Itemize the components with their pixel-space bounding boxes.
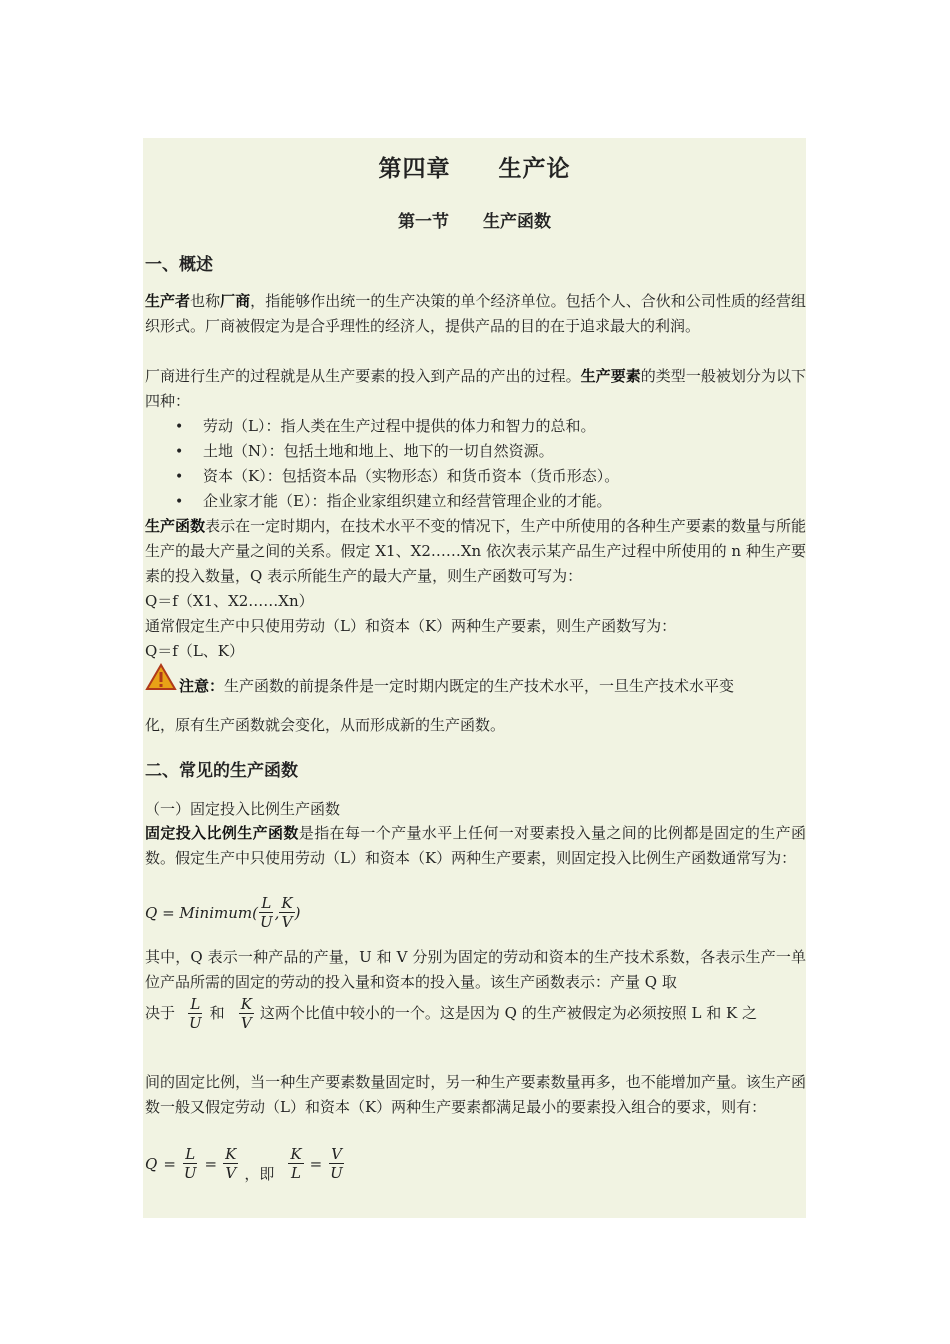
denominator: U	[259, 913, 273, 931]
paren: )	[294, 903, 301, 922]
fraction-l-over-u	[187, 995, 204, 1032]
paragraph-producer	[145, 289, 806, 339]
denominator: L	[290, 1164, 301, 1182]
denominator: V	[225, 1164, 237, 1182]
denominator: U	[189, 1014, 202, 1032]
paragraph-two-factors: 通常假定生产中只使用劳动（L）和资本（K）两种生产要素，则生产函数写为：	[145, 617, 677, 635]
formula-lhs: Q = Minimum	[145, 903, 253, 922]
fraction-l-over-u	[258, 894, 275, 931]
note-line-1	[179, 674, 806, 699]
equals: =	[163, 1154, 176, 1173]
note-label: 注意：	[179, 677, 225, 695]
text: ，指能够作出统一的生产决策的单个经济单位。包括个人、合伙和公司性质的经营组织形式。厂商被假定为是合乎理性的经济人，提供产品的目的在于追求最大的利润。	[145, 292, 806, 335]
text: 决于	[145, 1004, 176, 1022]
bullet-icon: •	[175, 494, 184, 510]
text: 和	[209, 1004, 225, 1022]
numerator: L	[185, 1145, 196, 1163]
text: 是指在每一个产量水平上任何一对要素投入量之间的比例都是固定的生产函数。假定生产中只使用劳动（L）和资本（K）两种生产要素，则固定投入比例生产函数通常写为：	[145, 824, 806, 867]
paragraph-fixed-proportion	[145, 821, 806, 871]
paragraph-production-function	[145, 514, 806, 589]
fraction-k-over-v	[223, 1145, 238, 1182]
term-producer: 生产者	[145, 292, 191, 310]
denominator: V	[281, 913, 293, 931]
heading-common-functions: 二、常见的生产函数	[145, 761, 298, 781]
term-production-function: 生产函数	[145, 517, 206, 535]
text: 生产函数的前提条件是一定时期内既定的生产技术水平，一旦生产技术水平变	[224, 677, 735, 695]
list-item	[175, 439, 554, 465]
bullet-icon: •	[175, 419, 184, 435]
equation-general: Q＝f（X1、X2……Xn）	[145, 592, 314, 610]
formula-equal-ratios	[145, 1145, 345, 1182]
note-line-2: 化，原有生产函数就会变化，从而形成新的生产函数。	[145, 716, 506, 734]
numerator: L	[261, 894, 272, 912]
term-fixed-proportion: 固定投入比例生产函数	[145, 824, 299, 842]
bullet-icon: •	[175, 469, 184, 485]
paragraph-factors	[145, 364, 806, 414]
numerator: L	[190, 995, 201, 1013]
numerator: V	[331, 1145, 342, 1163]
list-item-label: 土地（N）：包括土地和地上、地下的一切自然资源。	[203, 442, 554, 460]
list-item-label: 劳动（L）：指人类在生产过程中提供的体力和智力的总和。	[203, 417, 596, 435]
chapter-title: 第四章 生产论	[378, 155, 571, 182]
equation-two-factors: Q＝f（L、K）	[145, 642, 245, 660]
fraction-k-over-v	[239, 995, 254, 1032]
text: 厂商进行生产的过程就是从生产要素的投入到产品的产出的过程。	[145, 367, 581, 385]
text: ，即	[244, 1165, 275, 1183]
formula-minimum	[145, 894, 301, 931]
subheading-fixed-proportion: （一）固定投入比例生产函数	[145, 800, 341, 818]
paragraph-fixed-ratio: 间的固定比例，当一种生产要素数量固定时，另一种生产要素数量再多，也不能增加产量。该生产函数一般又假定劳动（L）和资本（K）两种生产要素都满足最小的要素投入组合的要求，则有：	[145, 1073, 806, 1116]
list-item	[175, 489, 611, 515]
fraction-k-over-v	[279, 894, 294, 931]
list-item	[175, 464, 619, 490]
paragraph-coefficients: 其中，Q 表示一种产品的产量，U 和 V 分别为固定的劳动和资本的生产技术系数，各表示生产一单位产品所需的固定的劳动的投入量和资本的投入量。该生产函数表示：产量 Q 取	[145, 948, 806, 991]
paren: (	[252, 903, 258, 922]
warning-icon	[145, 663, 177, 695]
list-item-label: 资本（K）：包括资本品（实物形态）和货币资本（货币形态）。	[203, 467, 620, 485]
paragraph-depends	[145, 995, 806, 1032]
denominator: U	[183, 1164, 197, 1182]
bullet-icon: •	[175, 444, 184, 460]
term-factors: 生产要素	[580, 367, 641, 385]
text: 这两个比值中较小的一个。这是因为 Q 的生产被假定为必须按照 L 和 K 之	[259, 1004, 757, 1022]
heading-overview: 一、概述	[145, 255, 213, 275]
fraction-l-over-u	[182, 1145, 199, 1182]
text: 也称	[190, 292, 221, 310]
list-item-label: 企业家才能（E）：指企业家组织建立和经营管理企业的才能。	[203, 492, 612, 510]
equals: =	[309, 1154, 323, 1173]
numerator: K	[225, 1145, 237, 1163]
equals: =	[204, 1154, 218, 1173]
term-firm: 厂商	[220, 292, 251, 310]
denominator: V	[240, 1014, 252, 1032]
numerator: K	[240, 995, 252, 1013]
numerator: K	[281, 894, 293, 912]
text: 的类型一般被划分为以下四种：	[145, 367, 806, 410]
fraction-k-over-l	[288, 1145, 303, 1182]
comma: ,	[274, 903, 280, 922]
list-item	[175, 414, 595, 440]
text: 表示在一定时期内，在技术水平不变的情况下，生产中所使用的各种生产要素的数量与所能生产的最大产量之间的关系。假定 X1、X2……Xn 依次表示某产品生产过程中所使用的 n 种生产要素的投入数量，Q 表示所能生产的最大产量，则生产函数可写为：	[145, 517, 806, 585]
fraction-v-over-u	[328, 1145, 345, 1182]
numerator: K	[290, 1145, 302, 1163]
formula-q: Q	[145, 1154, 158, 1173]
denominator: U	[330, 1164, 343, 1182]
section-title: 第一节 生产函数	[398, 212, 551, 232]
